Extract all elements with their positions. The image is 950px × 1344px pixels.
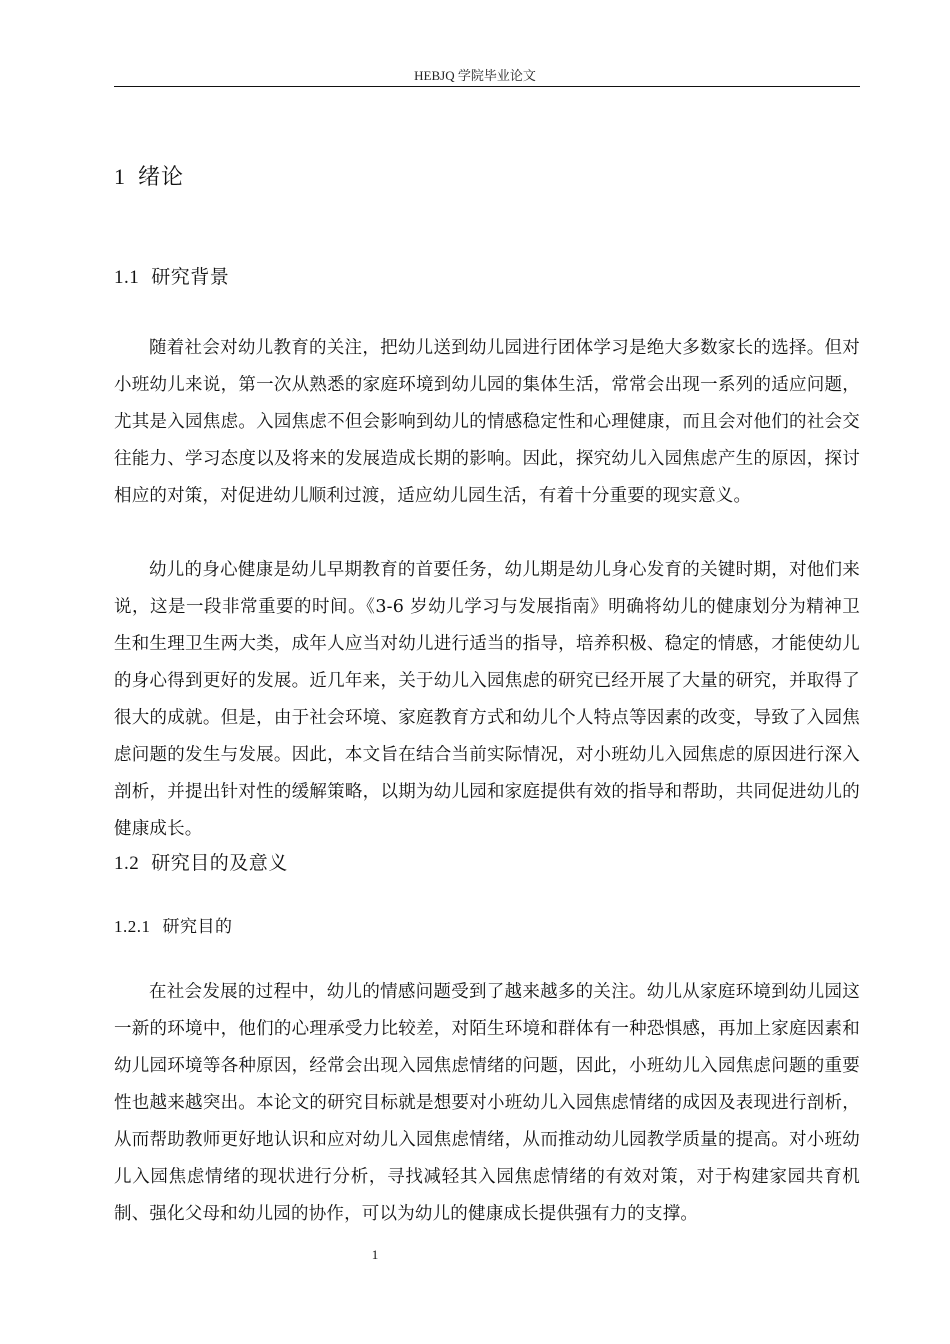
- running-header: HEBJQ 学院毕业论文: [414, 68, 536, 83]
- paragraph-background-2: 幼儿的身心健康是幼儿早期教育的首要任务，幼儿期是幼儿身心发育的关键时期，对他们来说，这是一段非常重要的时间。《3-6 岁幼儿学习与发展指南》明确将幼儿的健康划分为精神卫生和生理卫生两大类，成年人应当对幼儿进行适当的指导，培养积极、稳定的情感，才能使幼儿的身心得到更好的发展。近几年来，关于幼儿入园焦虑的研究已经开展了大量的研究，并取得了很大的成就。但是，由于社会环境、家庭教育方式和幼儿个人特点等因素的改变，导致了入园焦虑问题的发生与发展。因此，本文旨在结合当前实际情况，对小班幼儿入园焦虑的原因进行深入剖析，并提出针对性的缓解策略，以期为幼儿园和家庭提供有效的指导和帮助，共同促进幼儿的健康成长。: [114, 559, 860, 839]
- paragraph-objective: 在社会发展的过程中，幼儿的情感问题受到了越来越多的关注。幼儿从家庭环境到幼儿园这一新的环境中，他们的心理承受力比较差，对陌生环境和群体有一种恐惧感，再加上家庭因素和幼儿园环境等各种原因，经常会出现入园焦虑情绪的问题，因此，小班幼儿入园焦虑问题的重要性也越来越突出。本论文的研究目标就是想要对小班幼儿入园焦虑情绪的成因及表现进行剖析，从而帮助教师更好地认识和应对幼儿入园焦虑情绪，从而推动幼儿园教学质量的提高。对小班幼儿入园焦虑情绪的现状进行分析，寻找减轻其入园焦虑情绪的有效对策，对于构建家园共育机制、强化父母和幼儿园的协作，可以为幼儿的健康成长提供强有力的支撑。: [114, 981, 860, 1224]
- header-divider: [114, 86, 860, 87]
- paragraph-background-1: 随着社会对幼儿教育的关注，把幼儿送到幼儿园进行团体学习是绝大多数家长的选择。但对小班幼儿来说，第一次从熟悉的家庭环境到幼儿园的集体生活，常常会出现一系列的适应问题，尤其是入园焦虑。入园焦虑不但会影响到幼儿的情感稳定性和心理健康，而且会对他们的社会交往能力、学习态度以及将来的发展造成长期的影响。因此，探究幼儿入园焦虑产生的原因，探讨相应的对策，对促进幼儿顺利过渡，适应幼儿园生活，有着十分重要的现实意义。: [114, 337, 860, 506]
- subsection-heading-1-2-1: [114, 912, 233, 937]
- chapter-heading: [114, 160, 184, 191]
- subsection-title: 研究目的: [162, 917, 233, 937]
- section-title: 研究目的及意义: [151, 852, 288, 874]
- subsection-number: 1.2.1: [114, 917, 151, 936]
- section-heading-1-1: [114, 262, 229, 289]
- chapter-title: 绪论: [138, 165, 185, 190]
- chapter-number: 1: [114, 164, 126, 189]
- section-title: 研究背景: [151, 266, 230, 288]
- section-number: 1.1: [114, 267, 140, 288]
- section-number: 1.2: [114, 853, 140, 874]
- page-number: 1: [371, 1247, 379, 1262]
- section-heading-1-2: [114, 848, 288, 875]
